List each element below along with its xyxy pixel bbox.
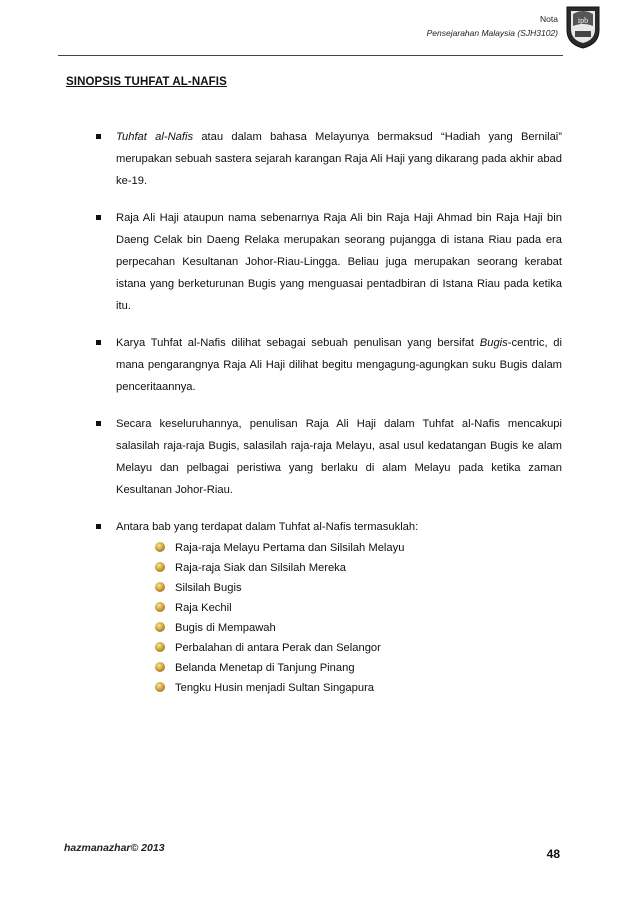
list-item <box>154 598 404 618</box>
footer-copyright: hazmanazhar© 2013 <box>64 842 165 854</box>
bullet-text: Karya Tuhfat al-Nafis dilihat sebagai sebuah penulisan yang bersifat <box>116 337 480 349</box>
list-item <box>154 578 404 598</box>
bullet-italic-mid: Bugis <box>479 337 508 349</box>
institute-crest-icon <box>564 4 602 50</box>
chapter-label: Tengku Husin menjadi Sultan Singapura <box>175 682 375 694</box>
page-title: SINOPSIS TUHFAT AL-NAFIS <box>66 76 227 88</box>
gold-dot-icon <box>155 542 165 552</box>
gold-dot-icon <box>155 562 165 572</box>
page-header <box>427 12 558 40</box>
chapter-label: Bugis di Mempawah <box>175 622 276 634</box>
bullet-text: Raja Ali Haji ataupun nama sebenarnya Raja Ali bin Raja Haji Ahmad bin Raja Haji bin Daeng Celak bin Daeng Relaka merupakan seorang pujangga di istana Riau pada era perpecahan Kesultanan Johor-Riau-Lingga. Beliau juga merupakan seorang kerabat istana yang berketurunan Bugis yang menguasai pentadbiran di Istana Riau pada ketika itu. <box>116 212 562 312</box>
gold-dot-icon <box>155 662 165 672</box>
chapter-list <box>154 538 404 698</box>
list-item <box>154 658 404 678</box>
bullet-item <box>94 332 562 398</box>
gold-dot-icon <box>155 622 165 632</box>
gold-dot-icon <box>155 582 165 592</box>
bullet-text: atau dalam bahasa Melayunya bermaksud “Hadiah yang Bernilai” merupakan sebuah sastera sejarah karangan Raja Ali Haji yang dikarang pada akhir abad ke-19. <box>116 131 563 187</box>
square-bullet-icon <box>96 340 101 345</box>
header-rule <box>58 55 563 56</box>
header-note: Nota <box>540 14 558 24</box>
chapter-label: Belanda Menetap di Tanjung Pinang <box>175 662 355 674</box>
bullet-item <box>94 413 562 501</box>
square-bullet-icon <box>96 134 101 139</box>
bullet-item <box>94 516 562 538</box>
chapter-label: Raja-raja Melayu Pertama dan Silsilah Melayu <box>175 542 405 554</box>
gold-dot-icon <box>155 642 165 652</box>
bullet-item <box>94 207 562 317</box>
gold-dot-icon <box>155 602 165 612</box>
list-item <box>154 538 404 558</box>
bullet-italic-lead: Tuhfat al-Nafis <box>116 131 194 143</box>
page-number: 48 <box>546 847 560 861</box>
square-bullet-icon <box>96 215 101 220</box>
bullet-item <box>94 126 562 192</box>
bullet-text: Antara bab yang terdapat dalam Tuhfat al-Nafis termasuklah: <box>116 521 419 533</box>
chapter-label: Raja-raja Siak dan Silsilah Mereka <box>175 562 346 574</box>
square-bullet-icon <box>96 421 101 426</box>
list-item <box>154 638 404 658</box>
chapter-label: Silsilah Bugis <box>175 582 242 594</box>
list-item <box>154 558 404 578</box>
list-item <box>154 618 404 638</box>
bullet-list <box>94 126 562 553</box>
bullet-text: Secara keseluruhannya, penulisan Raja Ali Haji dalam Tuhfat al-Nafis mencakupi salasilah raja-raja Bugis, salasilah raja-raja Melayu, asal usul kedatangan Bugis ke alam Melayu dan pelbagai peristiwa yang berlaku di alam Melayu pada ketika zaman Kesultanan Johor-Riau. <box>116 418 562 496</box>
square-bullet-icon <box>96 524 101 529</box>
svg-text:ipb: ipb <box>577 16 589 25</box>
chapter-label: Raja Kechil <box>175 602 232 614</box>
chapter-label: Perbalahan di antara Perak dan Selangor <box>175 642 381 654</box>
bullet-text: -centric, di mana pengarangnya Raja Ali Haji dilihat begitu mengagung-agungkan suku Bugis dalam penceritaannya. <box>116 337 563 393</box>
list-item <box>154 678 404 698</box>
gold-dot-icon <box>155 682 165 692</box>
header-course: Pensejarahan Malaysia (SJH3102) <box>426 28 558 38</box>
